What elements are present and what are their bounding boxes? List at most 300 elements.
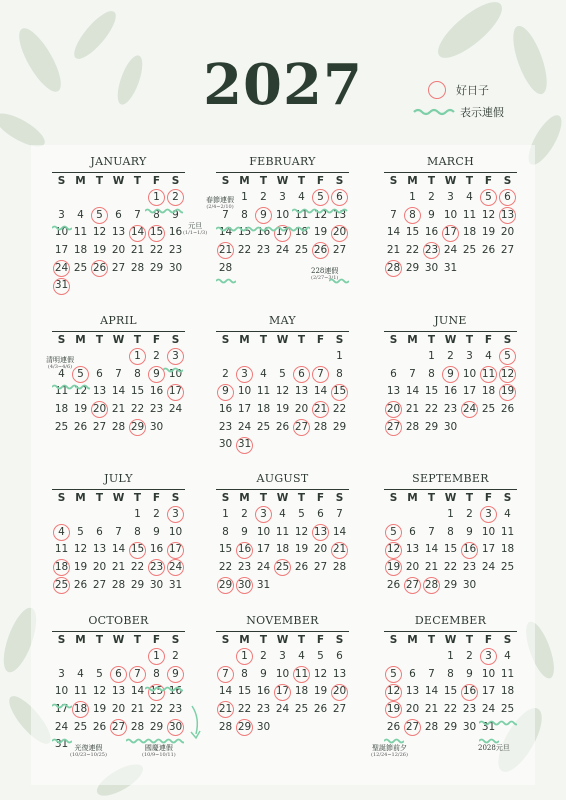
note-label: 清明連假 [46, 356, 74, 364]
empty-cell [90, 648, 109, 666]
day-cell: 10 [256, 525, 271, 538]
month-name: MAY [269, 314, 296, 327]
note-dates: (10/9~10/11) [142, 752, 176, 758]
day-cell: 16 [218, 403, 233, 416]
good-day-cell: 5 [479, 189, 498, 207]
good-day-cell: 6 [292, 366, 311, 384]
day-cell: 14 [424, 543, 439, 556]
day-cell: 20 [405, 703, 420, 716]
day-cell: 16 [168, 226, 183, 239]
day-cell: 8 [428, 367, 435, 380]
day-cell: 7 [134, 208, 141, 221]
day-cell: 30 [424, 261, 439, 274]
weekday-header: M [75, 492, 86, 504]
day-cell: 7 [428, 667, 435, 680]
weekday-header: F [484, 492, 493, 504]
day-cell: 10 [168, 525, 183, 538]
day-cell: 30 [168, 261, 183, 274]
day-cell: 23 [256, 244, 271, 257]
day-cell: 30 [462, 578, 477, 591]
day-cell: 28 [130, 261, 145, 274]
weekday-header: S [503, 492, 512, 504]
good-day-cell: 28 [422, 577, 441, 595]
month-march [384, 155, 517, 277]
day-grid [216, 632, 349, 736]
good-day-cell: 16 [460, 683, 479, 701]
day-cell: 30 [462, 720, 477, 733]
day-cell: 24 [481, 561, 496, 574]
day-cell: 31 [256, 578, 271, 591]
day-cell: 12 [92, 226, 107, 239]
good-day-cell: 6 [330, 189, 349, 207]
day-cell: 6 [409, 525, 416, 538]
good-day-cell: 27 [292, 419, 311, 437]
good-day-cell: 7 [311, 366, 330, 384]
good-day-cell: 15 [147, 683, 166, 701]
month-name: JUNE [434, 314, 467, 327]
day-cell: 6 [409, 667, 416, 680]
weekday-header: S [389, 334, 398, 346]
day-cell: 11 [462, 208, 477, 221]
day-cell: 18 [54, 403, 69, 416]
weekday-header: W [276, 492, 289, 504]
day-cell: 24 [237, 420, 252, 433]
day-cell: 8 [447, 525, 454, 538]
day-cell: 27 [92, 420, 107, 433]
good-day-cell: 20 [384, 401, 403, 419]
day-cell: 9 [172, 208, 179, 221]
empty-cell [235, 348, 254, 366]
holiday-wave [384, 738, 404, 744]
good-day-cell: 9 [166, 666, 185, 684]
day-cell: 6 [96, 367, 103, 380]
weekday-header: F [316, 175, 325, 187]
empty-cell [71, 648, 90, 666]
day-cell: 15 [443, 543, 458, 556]
day-cell: 31 [168, 578, 183, 591]
good-day-cell: 30 [235, 577, 254, 595]
day-cell: 3 [58, 667, 65, 680]
day-cell: 21 [424, 703, 439, 716]
day-cell: 10 [168, 367, 183, 380]
good-day-cell: 13 [498, 207, 517, 225]
day-cell: 24 [256, 561, 271, 574]
good-day-cell: 21 [311, 401, 330, 419]
weekday-header: T [95, 175, 104, 187]
day-cell: 5 [96, 667, 103, 680]
day-cell: 22 [149, 703, 164, 716]
good-day-cell: 29 [128, 419, 147, 437]
day-cell: 1 [241, 191, 248, 203]
day-cell: 2 [153, 350, 160, 362]
day-cell: 12 [92, 685, 107, 698]
day-cell: 28 [313, 420, 328, 433]
month-name: FEBRUARY [249, 155, 316, 168]
day-cell: 2 [447, 350, 454, 362]
day-cell: 17 [481, 543, 496, 556]
weekday-header: T [297, 175, 306, 187]
day-cell: 30 [149, 578, 164, 591]
empty-cell [90, 189, 109, 207]
day-cell: 4 [77, 667, 84, 680]
weekday-header: T [427, 334, 436, 346]
day-cell: 20 [92, 561, 107, 574]
holiday-wave [292, 208, 348, 214]
day-cell: 27 [313, 561, 328, 574]
good-day-cell: 3 [235, 366, 254, 384]
day-cell: 26 [294, 561, 309, 574]
weekday-header: M [407, 492, 418, 504]
day-cell: 22 [237, 244, 252, 257]
month-name: APRIL [100, 314, 137, 327]
day-cell: 7 [336, 508, 343, 520]
weekday-header: T [259, 334, 268, 346]
weekday-header: S [57, 492, 66, 504]
day-cell: 8 [222, 525, 229, 538]
empty-cell [216, 348, 235, 366]
good-day-cell: 25 [273, 559, 292, 577]
weekday-header: S [171, 492, 180, 504]
day-cell: 13 [111, 226, 126, 239]
day-cell: 1 [447, 650, 454, 662]
note-xmas [371, 744, 408, 758]
day-cell: 13 [294, 385, 309, 398]
weekday-header: W [112, 334, 125, 346]
day-cell: 13 [332, 208, 347, 221]
day-cell: 10 [481, 667, 496, 680]
weekday-header: W [444, 334, 457, 346]
day-cell: 8 [447, 667, 454, 680]
day-cell: 13 [92, 385, 107, 398]
day-cell: 25 [500, 703, 515, 716]
good-day-cell: 17 [166, 541, 185, 559]
weekday-header: W [112, 634, 125, 646]
weekday-header: S [389, 492, 398, 504]
month-october [52, 614, 185, 754]
good-day-cell: 17 [166, 383, 185, 401]
day-cell: 23 [168, 703, 183, 716]
day-cell: 18 [481, 385, 496, 398]
note-label: 國慶連假 [144, 744, 173, 752]
good-day-cell: 9 [216, 383, 235, 401]
good-day-cell: 5 [384, 524, 403, 542]
day-cell: 10 [275, 208, 290, 221]
day-cell: 10 [237, 385, 252, 398]
day-cell: 19 [481, 226, 496, 239]
day-cell: 13 [405, 543, 420, 556]
good-day-cell: 3 [166, 506, 185, 524]
day-cell: 4 [504, 650, 511, 662]
legend-good-day-label: 好日子 [456, 84, 489, 97]
day-cell: 3 [466, 350, 473, 362]
month-name: OCTOBER [88, 614, 149, 627]
good-day-cell: 5 [311, 189, 330, 207]
empty-cell [90, 506, 109, 524]
day-cell: 29 [149, 261, 164, 274]
day-cell: 9 [241, 525, 248, 538]
weekday-header: T [465, 492, 474, 504]
good-day-cell: 17 [441, 224, 460, 242]
good-day-cell: 5 [384, 666, 403, 684]
day-cell: 14 [313, 385, 328, 398]
day-cell: 4 [77, 208, 84, 221]
day-cell: 7 [115, 367, 122, 380]
holiday-wave [52, 225, 72, 231]
day-cell: 26 [313, 703, 328, 716]
good-day-cell: 11 [292, 666, 311, 684]
day-cell: 11 [54, 543, 69, 556]
day-cell: 26 [500, 403, 515, 416]
day-cell: 10 [443, 208, 458, 221]
weekday-header: M [407, 334, 418, 346]
day-cell: 8 [153, 208, 160, 221]
day-cell: 22 [405, 244, 420, 257]
day-cell: 17 [237, 403, 252, 416]
day-cell: 16 [443, 385, 458, 398]
day-cell: 9 [153, 525, 160, 538]
good-day-cell: 9 [441, 366, 460, 384]
day-cell: 10 [54, 685, 69, 698]
holiday-wave [126, 738, 184, 744]
day-cell: 11 [73, 685, 88, 698]
note-retro [70, 744, 107, 758]
weekday-header: M [75, 634, 86, 646]
day-cell: 14 [386, 226, 401, 239]
day-cell: 21 [424, 561, 439, 574]
day-cell: 31 [481, 720, 496, 733]
day-cell: 5 [317, 650, 324, 662]
weekday-header: T [133, 492, 142, 504]
note-national [142, 744, 176, 758]
weekday-header: F [316, 334, 325, 346]
circle-icon [428, 81, 446, 99]
good-day-cell: 18 [71, 701, 90, 719]
holiday-wave [52, 384, 90, 390]
empty-cell [216, 648, 235, 666]
day-cell: 14 [111, 385, 126, 398]
day-cell: 8 [241, 667, 248, 680]
holiday-wave [479, 720, 517, 726]
day-cell: 22 [130, 403, 145, 416]
good-day-cell: 25 [52, 577, 71, 595]
arrow-icon [188, 704, 202, 748]
weekday-header: T [133, 634, 142, 646]
empty-cell [422, 648, 441, 666]
weekday-header: S [57, 634, 66, 646]
day-cell: 9 [428, 208, 435, 221]
weekday-header: S [335, 634, 344, 646]
day-cell: 28 [130, 720, 145, 733]
day-grid [384, 173, 517, 277]
day-cell: 14 [332, 525, 347, 538]
day-cell: 3 [279, 191, 286, 203]
good-day-cell: 20 [330, 683, 349, 701]
day-cell: 2 [222, 367, 229, 380]
month-february [216, 155, 349, 277]
day-cell: 5 [279, 367, 286, 380]
day-cell: 11 [256, 385, 271, 398]
day-cell: 18 [500, 685, 515, 698]
good-day-cell: 12 [384, 541, 403, 559]
weekday-header: T [95, 492, 104, 504]
empty-cell [109, 189, 128, 207]
day-cell: 18 [462, 226, 477, 239]
day-cell: 13 [111, 685, 126, 698]
day-cell: 15 [130, 385, 145, 398]
day-cell: 24 [54, 720, 69, 733]
weekday-header: T [427, 175, 436, 187]
day-cell: 20 [405, 561, 420, 574]
day-cell: 29 [332, 420, 347, 433]
day-cell: 20 [500, 226, 515, 239]
weekday-header: S [503, 634, 512, 646]
day-cell: 16 [149, 543, 164, 556]
day-cell: 17 [54, 244, 69, 257]
day-cell: 27 [332, 244, 347, 257]
month-name: AUGUST [256, 472, 309, 485]
month-name: NOVEMBER [246, 614, 319, 627]
weekday-header: F [484, 634, 493, 646]
good-day-cell: 19 [498, 383, 517, 401]
good-day-cell: 16 [235, 541, 254, 559]
holiday-wave [216, 278, 236, 284]
good-day-cell: 5 [90, 207, 109, 225]
day-cell: 21 [130, 703, 145, 716]
day-cell: 24 [168, 403, 183, 416]
day-cell: 21 [130, 244, 145, 257]
weekday-header: T [465, 634, 474, 646]
empty-cell [52, 648, 71, 666]
day-cell: 26 [275, 420, 290, 433]
weekday-header: W [112, 492, 125, 504]
holiday-wave [216, 226, 310, 232]
weekday-header: T [427, 492, 436, 504]
weekday-header: T [133, 175, 142, 187]
good-day-cell: 12 [498, 366, 517, 384]
day-cell: 27 [111, 261, 126, 274]
weekday-header: T [95, 634, 104, 646]
day-cell: 11 [294, 208, 309, 221]
day-cell: 18 [256, 403, 271, 416]
good-day-cell: 23 [147, 559, 166, 577]
good-day-cell: 26 [90, 260, 109, 278]
good-day-cell: 24 [460, 401, 479, 419]
good-day-cell: 5 [498, 348, 517, 366]
good-day-cell: 19 [384, 701, 403, 719]
day-cell: 25 [462, 244, 477, 257]
note-dates: (4/3~4/6) [47, 364, 73, 370]
weekday-header: M [239, 492, 250, 504]
day-cell: 28 [332, 561, 347, 574]
note-dates: (12/24~12/26) [371, 752, 408, 758]
good-day-cell: 6 [109, 666, 128, 684]
day-cell: 4 [58, 367, 65, 380]
day-cell: 12 [73, 385, 88, 398]
day-cell: 15 [424, 385, 439, 398]
good-day-cell: 28 [384, 260, 403, 278]
empty-cell [109, 348, 128, 366]
good-day-cell: 1 [128, 348, 147, 366]
good-day-cell: 3 [254, 506, 273, 524]
day-cell: 23 [168, 244, 183, 257]
weekday-header: S [221, 492, 230, 504]
day-cell: 22 [218, 561, 233, 574]
day-cell: 26 [73, 420, 88, 433]
weekday-header: T [297, 492, 306, 504]
day-cell: 14 [130, 685, 145, 698]
day-cell: 23 [462, 703, 477, 716]
day-cell: 31 [443, 261, 458, 274]
day-grid [52, 173, 185, 295]
day-cell: 8 [134, 525, 141, 538]
note-dates: (10/23~10/25) [70, 752, 107, 758]
weekday-header: S [171, 334, 180, 346]
day-cell: 2 [153, 508, 160, 520]
day-cell: 26 [386, 720, 401, 733]
day-cell: 11 [500, 667, 515, 680]
legend [412, 80, 504, 124]
day-cell: 24 [443, 244, 458, 257]
day-cell: 2 [260, 191, 267, 203]
good-day-cell: 21 [216, 242, 235, 260]
day-cell: 22 [149, 244, 164, 257]
weekday-header: S [335, 175, 344, 187]
month-august [216, 472, 349, 594]
day-cell: 6 [115, 208, 122, 221]
day-cell: 25 [54, 420, 69, 433]
weekday-header: M [407, 175, 418, 187]
note-dates: (2/4~2/10) [206, 204, 234, 210]
day-cell: 22 [332, 403, 347, 416]
day-cell: 15 [218, 543, 233, 556]
good-day-cell: 7 [128, 666, 147, 684]
weekday-header: W [444, 634, 457, 646]
day-cell: 28 [218, 720, 233, 733]
day-cell: 9 [466, 525, 473, 538]
empty-cell [273, 348, 292, 366]
empty-cell [384, 348, 403, 366]
day-cell: 8 [336, 367, 343, 380]
day-cell: 10 [462, 367, 477, 380]
weekday-header: F [152, 334, 161, 346]
weekday-header: T [297, 634, 306, 646]
day-cell: 6 [390, 367, 397, 380]
day-cell: 19 [294, 543, 309, 556]
day-cell: 16 [149, 385, 164, 398]
good-day-cell: 7 [216, 666, 235, 684]
good-day-cell: 2 [166, 189, 185, 207]
legend-holiday-label: 表示連假 [460, 106, 504, 119]
month-name: DECEMBER [414, 614, 487, 627]
weekday-header: F [484, 175, 493, 187]
good-day-cell: 17 [273, 683, 292, 701]
note-dates: (2/27~3/1) [311, 275, 339, 281]
weekday-header: M [239, 634, 250, 646]
day-cell: 17 [54, 703, 69, 716]
month-name: JULY [104, 472, 133, 485]
weekday-header: S [335, 492, 344, 504]
good-day-cell: 4 [52, 524, 71, 542]
weekday-header: T [133, 334, 142, 346]
note-label: 春節連假 [206, 196, 234, 204]
day-grid [384, 332, 517, 436]
day-cell: 12 [275, 385, 290, 398]
month-june [384, 314, 517, 436]
day-cell: 10 [275, 667, 290, 680]
day-cell: 26 [73, 578, 88, 591]
day-cell: 19 [92, 703, 107, 716]
weekday-header: T [259, 634, 268, 646]
